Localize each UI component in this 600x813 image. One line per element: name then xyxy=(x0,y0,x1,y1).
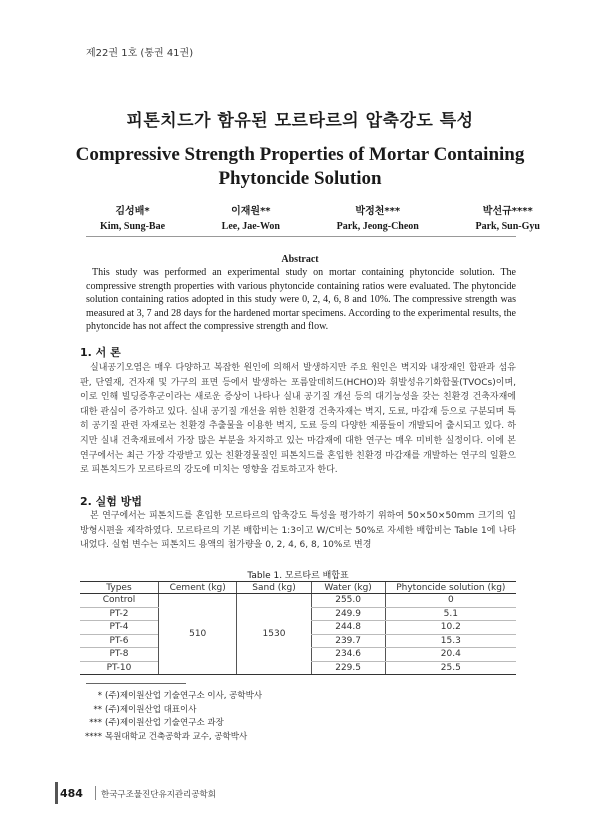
running-header: 제22권 1호 (통권 41권) xyxy=(86,48,194,59)
cell-type: PT-2 xyxy=(80,607,158,621)
footnote xyxy=(80,731,262,745)
cell-type: PT-8 xyxy=(80,648,158,662)
footnote-mark: *** xyxy=(89,718,102,728)
abstract-heading: Abstract xyxy=(281,254,319,265)
cell-sand: 1530 xyxy=(237,594,311,675)
footnote-mark: **** xyxy=(85,731,102,742)
table-row xyxy=(80,594,516,608)
cell-water: 234.6 xyxy=(311,648,385,662)
author-list xyxy=(100,202,540,232)
author xyxy=(100,202,165,232)
cell-phytoncide: 20.4 xyxy=(385,648,516,662)
author-name-ko: 박선규**** xyxy=(482,206,533,217)
title-english-line2: Phytoncide Solution xyxy=(218,168,382,189)
title-english-line1: Compressive Strength Properties of Mortar Containing xyxy=(75,144,525,165)
cell-cement: 510 xyxy=(158,594,236,675)
footer-separator xyxy=(95,786,96,800)
page-number: 484 xyxy=(60,787,83,800)
table-caption: Table 1. 모르타르 배합표 xyxy=(247,571,349,581)
author xyxy=(337,202,419,232)
table-header-row xyxy=(80,582,516,594)
cell-water: 229.5 xyxy=(311,661,385,675)
cell-phytoncide: 15.3 xyxy=(385,634,516,648)
footnotes xyxy=(80,690,262,744)
column-header: Phytoncide solution (kg) xyxy=(385,582,516,594)
footnote xyxy=(80,690,262,704)
section-body xyxy=(80,509,516,553)
author-name-en: Kim, Sung-Bae xyxy=(100,221,166,232)
cell-phytoncide: 5.1 xyxy=(385,607,516,621)
author-name-ko: 이재원** xyxy=(231,206,271,217)
author-name-ko: 김성배* xyxy=(115,206,150,217)
footnote-divider xyxy=(86,683,186,684)
cell-type: PT-6 xyxy=(80,634,158,648)
cell-water: 255.0 xyxy=(311,594,385,608)
paragraph: 실내공기오염은 매우 다양하고 복잡한 원인에 의해서 발생하지만 주요 원인은 벽지와 내장재인 합판과 섬유판, 단열재, 건자재 및 가구의 표면 등에서 발생하는 포름알데히드(HCHO)와 휘발성유기화합물(TVOCs)이며, 이로 인해 빌딩증후군이라는 새로운 증상이 나타나 실내 공기질 개선 등의 대기능성을 갖는 친환경 건축자재에 대한 관심이 증가하고 있다. 실내 공기질 개선을 위한 친환경 건축자재는 벽지, 도료, 마감재 등으로 구분되며 특히 공기질 관련 자재로는 친환경 추출물을 이용한 벽지, 도료 등의 다양한 제품들이 개발되어 출시되고 있다. 하지만 실내 건축재료에서 가장 많은 부분을 차지하고 있는 마감재에 대한 연구는 매우 미비한 실정이다. 이에 본 연구에서는 최근 가장 각광받고 있는 친환경물질인 피톤치드를 혼입한 친환경 마감재를 개발하는 연구의 일환으로 피톤치드가 모르타르의 강도에 미치는 영향을 검토하고자 한다. xyxy=(80,363,516,476)
footnote xyxy=(80,717,262,731)
cell-water: 249.9 xyxy=(311,607,385,621)
author xyxy=(476,202,540,232)
cell-phytoncide: 0 xyxy=(385,594,516,608)
cell-water: 244.8 xyxy=(311,621,385,635)
page-marker-bar xyxy=(55,782,58,804)
author-name-en: Lee, Jae-Won xyxy=(221,221,280,232)
column-header: Sand (kg) xyxy=(237,582,311,594)
journal-name: 한국구조물진단유지관리공학회 xyxy=(101,790,216,800)
divider xyxy=(86,236,516,237)
title-english xyxy=(60,143,540,191)
cell-type: PT-4 xyxy=(80,621,158,635)
footnote-text: (주)제이원산업 대표이사 xyxy=(105,704,197,715)
footnote-mark: * xyxy=(97,691,102,701)
column-header: Types xyxy=(80,582,158,594)
section-heading: 2. 실험 방법 xyxy=(80,495,142,508)
mix-proportion-table xyxy=(80,581,516,675)
footnote xyxy=(80,704,262,718)
author-name-en: Park, Sun-Gyu xyxy=(475,221,540,232)
cell-type: Control xyxy=(80,594,158,608)
cell-phytoncide: 25.5 xyxy=(385,661,516,675)
section-body xyxy=(80,361,516,478)
footnote-text: (주)제이원산업 기술연구소 과장 xyxy=(105,718,224,728)
abstract-text: This study was performed an experimental study on mortar containing phytoncide solution. The compressive strength properties with various phytoncide containing ratios were evaluated. The phytoncide solution containing ratios adopted in this study were 0, 2, 4, 6, 8 and 10%. The compressive strength was measured at 3, 7 and 28 days for the hardened mortar specimens. According to the experimental results, the phytoncide has not affect the compressive strength and flow. xyxy=(86,267,516,333)
paragraph: 본 연구에서는 피톤치드를 혼입한 모르타르의 압축강도 특성을 평가하기 위하여 50×50×50mm 크기의 입방형시편을 제작하였다. 모르타르의 기본 배합비는 1:3이고 W/C비는 50%로 자세한 배합비는 Table 1에 나타내었다. 실험 변수는 피톤치드 용액의 첨가량을 0, 2, 4, 6, 8, 10%로 변경 xyxy=(80,511,516,551)
column-header: Cement (kg) xyxy=(158,582,236,594)
author-name-en: Park, Jeong-Cheon xyxy=(336,221,419,232)
author xyxy=(222,202,280,232)
section-heading: 1. 서 론 xyxy=(80,346,121,359)
footnote-text: (주)제이원산업 기술연구소 이사, 공학박사 xyxy=(105,691,263,701)
author-name-ko: 박정천*** xyxy=(355,206,401,217)
column-header: Water (kg) xyxy=(311,582,385,594)
title-korean: 피톤치드가 함유된 모르타르의 압축강도 특성 xyxy=(126,111,474,131)
footnote-text: 목원대학교 건축공학과 교수, 공학박사 xyxy=(105,731,248,742)
cell-phytoncide: 10.2 xyxy=(385,621,516,635)
cell-type: PT-10 xyxy=(80,661,158,675)
footnote-mark: ** xyxy=(93,704,102,715)
cell-water: 239.7 xyxy=(311,634,385,648)
